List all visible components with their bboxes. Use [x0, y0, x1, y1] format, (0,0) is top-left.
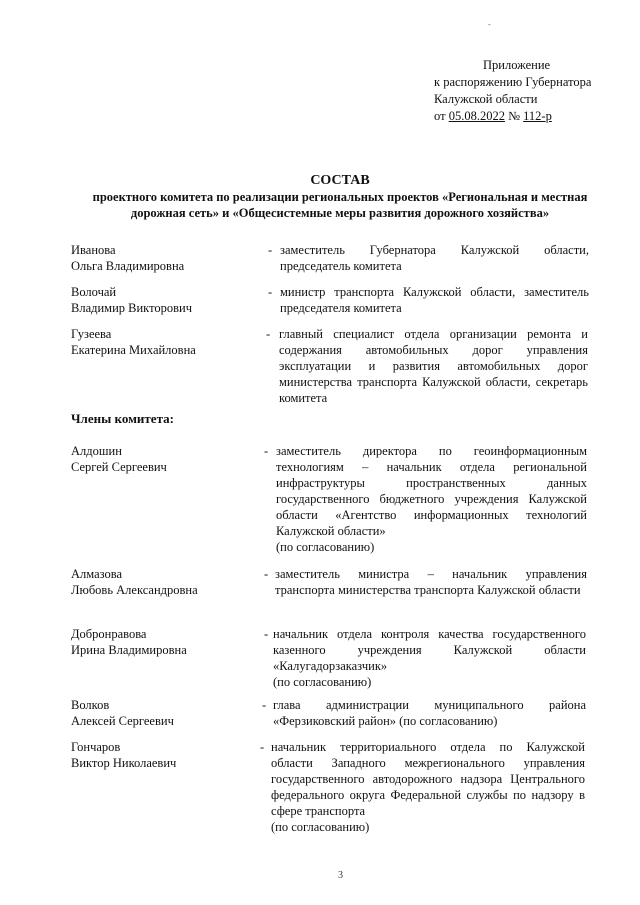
- surname: Волков: [71, 698, 110, 712]
- role-text: начальник отдела контроля качества государственного казенного учреждения Калужской области «Калугадорзаказчик»: [273, 627, 586, 673]
- dash: -: [268, 243, 273, 257]
- person-role: [276, 443, 587, 555]
- person-name: [71, 566, 261, 598]
- given-names: Сергей Сергеевич: [71, 460, 167, 474]
- role-text: заместитель директора по геоинформационным технологиям – начальник отдела региональной инфраструктуры пространственных данных государственного бюджетного учреждения Калужской области «Агентство информационных технологий Калужской области»: [276, 444, 587, 538]
- dash: -: [264, 444, 269, 458]
- given-names: Алексей Сергеевич: [71, 714, 174, 728]
- person-role: [271, 739, 585, 835]
- person-role: [273, 626, 586, 690]
- page-tail-mark: 3: [338, 870, 343, 881]
- person-name: [71, 697, 261, 729]
- person-name: [71, 284, 261, 316]
- given-names: Ольга Владимировна: [71, 259, 185, 273]
- appendix-date-line: [434, 108, 591, 125]
- dash: -: [264, 567, 269, 581]
- appendix-region: Калужской области: [434, 92, 538, 106]
- person-name: [71, 242, 261, 274]
- appendix-order: к распоряжению Губернатора: [434, 75, 592, 89]
- dash: -: [266, 327, 271, 341]
- surname: Добронравова: [71, 627, 147, 641]
- appendix-block: [434, 57, 591, 125]
- role-note: (по согласованию): [276, 540, 375, 554]
- surname: Волочай: [71, 285, 117, 299]
- role-text: начальник территориального отдела по Калужской области Западного межрегионального управления государственного автодорожного надзора Центрального федерального округа Федеральной службы по надзору в сфере транспорта: [271, 740, 585, 818]
- given-names: Виктор Николаевич: [71, 756, 177, 770]
- person-role: заместитель Губернатора Калужской области, председатель комитета: [280, 243, 589, 273]
- appendix-number: 112-р: [523, 109, 552, 123]
- person-name: [71, 443, 261, 475]
- surname: Гончаров: [71, 740, 121, 754]
- dash: -: [268, 285, 273, 299]
- person-role: министр транспорта Калужской области, заместитель председателя комитета: [280, 285, 589, 315]
- stray-mark: -: [488, 20, 491, 29]
- role-note: (по согласованию): [273, 675, 372, 689]
- surname: Иванова: [71, 243, 116, 257]
- person-role: заместитель министра – начальник управления транспорта министерства транспорта Калужской области: [275, 567, 587, 597]
- given-names: Владимир Викторович: [71, 301, 193, 315]
- given-names: Любовь Александровна: [71, 583, 198, 597]
- role-note: (по согласованию): [271, 820, 370, 834]
- surname: Гузеева: [71, 327, 112, 341]
- appendix-num-sign: №: [508, 109, 520, 123]
- page-subtitle: проектного комитета по реализации региональных проектов «Региональная и местная дорожная сеть» и «Общесистемные меры развития дорожного хозяйства»: [92, 190, 588, 220]
- page-title: СОСТАВ: [310, 173, 370, 188]
- person-name: [71, 626, 261, 658]
- appendix-date: 05.08.2022: [448, 109, 505, 123]
- appendix-label: Приложение: [483, 58, 551, 72]
- given-names: Ирина Владимировна: [71, 643, 187, 657]
- person-name: [71, 739, 261, 771]
- surname: Алмазова: [71, 567, 123, 581]
- appendix-from: от: [434, 109, 446, 123]
- dash: -: [260, 740, 265, 754]
- dash: -: [264, 627, 269, 641]
- given-names: Екатерина Михайловна: [71, 343, 196, 357]
- dash: -: [262, 698, 267, 712]
- surname: Алдошин: [71, 444, 122, 458]
- person-role: главный специалист отдела организации ремонта и содержания автомобильных дорог управления эксплуатации и развития автомобильных дорог министерства транспорта Калужской области, секретарь комитета: [279, 327, 588, 405]
- person-name: [71, 326, 261, 358]
- person-role: глава администрации муниципального района «Ферзиковский район» (по согласованию): [273, 698, 586, 728]
- members-heading: Члены комитета:: [71, 411, 174, 426]
